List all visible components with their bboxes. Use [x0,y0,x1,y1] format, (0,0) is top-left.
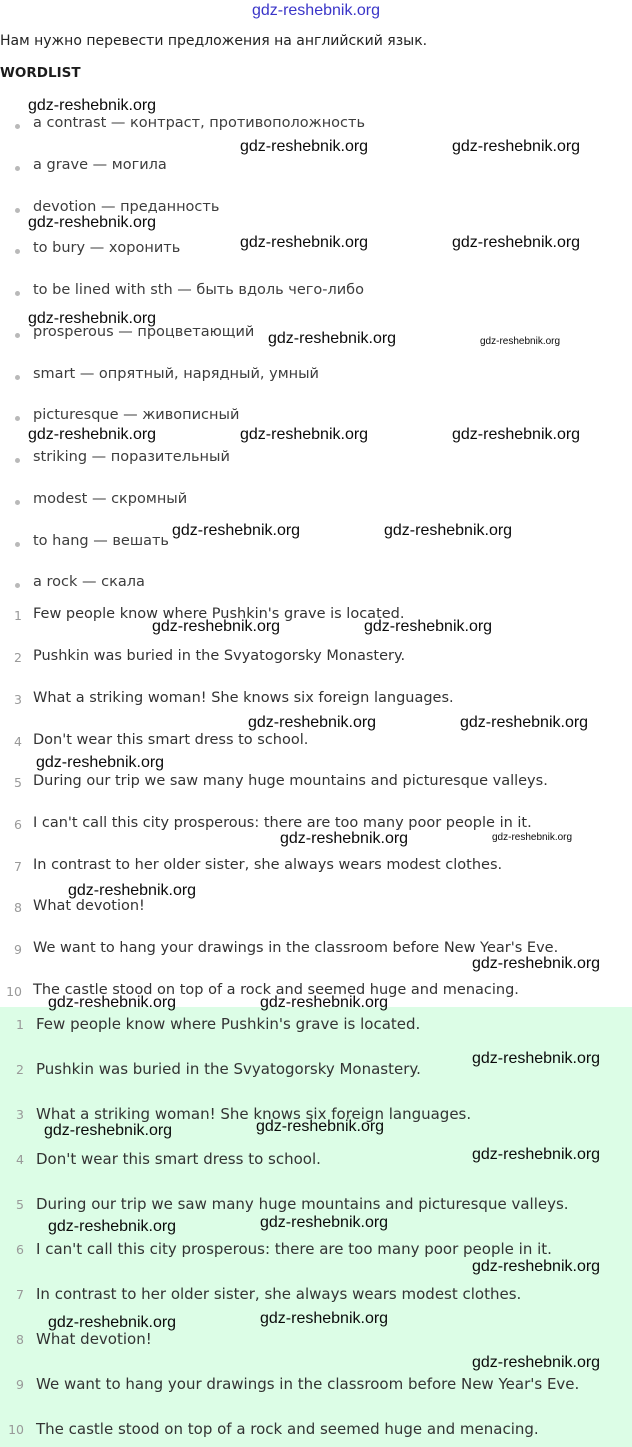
watermark-text: gdz-reshebnik.org [48,994,177,1011]
top-watermark: gdz-reshebnik.org [251,2,381,19]
watermark-text: gdz-reshebnik.org [256,1118,385,1135]
wordlist-item: a rock — скала [33,574,145,590]
watermark-text: gdz-reshebnik.org [260,994,389,1011]
watermark-text: gdz-reshebnik.org [472,1146,601,1163]
watermark-text: gdz-reshebnik.org [364,618,493,635]
sentence-number: 4 [14,734,22,749]
bullet-icon [15,333,20,338]
sentence-number: 3 [14,692,22,707]
watermark-text: gdz-reshebnik.org [152,618,281,635]
sentence-text: What devotion! [33,898,145,914]
watermark-text: gdz-reshebnik.org [48,1218,177,1235]
bullet-icon [15,124,20,129]
wordlist-item: a contrast — контраст, противоположность [33,115,366,131]
sentence-text: Don't wear this smart dress to school. [33,732,309,748]
bullet-icon [15,416,20,421]
watermark-text: gdz-reshebnik.org [68,882,197,899]
wordlist-item: striking — поразительный [33,449,230,465]
watermark-text: gdz-reshebnik.org [172,522,301,539]
watermark-text: gdz-reshebnik.org [472,1050,601,1067]
answer-text: What a striking woman! She knows six foreign languages. [36,1105,472,1123]
sentence-text: What a striking woman! She knows six foreign languages. [33,690,454,706]
watermark-text: gdz-reshebnik.org [472,1258,601,1275]
watermark-text: gdz-reshebnik.org [472,1354,601,1371]
wordlist-heading: WORDLIST [0,65,81,81]
answer-number: 7 [16,1287,24,1302]
answer-number: 1 [16,1017,24,1032]
bullet-icon [15,249,20,254]
answer-text: Don't wear this smart dress to school. [36,1150,321,1168]
answer-text: What devotion! [36,1330,152,1348]
watermark-text: gdz-reshebnik.org [280,830,409,847]
watermark-text: gdz-reshebnik.org [480,336,561,347]
watermark-text: gdz-reshebnik.org [240,426,369,443]
watermark-text: gdz-reshebnik.org [48,1314,177,1331]
answer-text: Pushkin was buried in the Svyatogorsky Monastery. [36,1060,421,1078]
wordlist-item: devotion — преданность [33,199,220,215]
answer-number: 2 [16,1062,24,1077]
watermark-text: gdz-reshebnik.org [240,138,369,155]
watermark-text: gdz-reshebnik.org [44,1122,173,1139]
sentence-number: 2 [14,650,22,665]
watermark-text: gdz-reshebnik.org [248,714,377,731]
watermark-text: gdz-reshebnik.org [492,832,573,843]
wordlist-item: modest — скромный [33,491,188,507]
intro-text: Нам нужно перевести предложения на английский язык. [0,33,428,49]
answer-number: 10 [8,1422,24,1437]
watermark-text: gdz-reshebnik.org [268,330,397,347]
sentence-number: 1 [14,608,22,623]
watermark-text: gdz-reshebnik.org [240,234,369,251]
sentence-text: During our trip we saw many huge mountains and picturesque valleys. [33,773,548,789]
answer-number: 5 [16,1197,24,1212]
answer-number: 4 [16,1152,24,1167]
sentence-text: Few people know where Pushkin's grave is located. [33,606,405,622]
sentence-text: We want to hang your drawings in the classroom before New Year's Eve. [33,940,559,956]
watermark-text: gdz-reshebnik.org [28,97,157,114]
wordlist-item: to bury — хоронить [33,240,181,256]
bullet-icon [15,208,20,213]
answer-number: 6 [16,1242,24,1257]
bullet-icon [15,458,20,463]
sentence-text: The castle stood on top of a rock and seemed huge and menacing. [33,982,519,998]
answer-number: 8 [16,1332,24,1347]
bullet-icon [15,375,20,380]
bullet-icon [15,166,20,171]
wordlist-item: smart — опрятный, нарядный, умный [33,366,319,382]
answer-text: I can't call this city prosperous: there are too many poor people in it. [36,1240,552,1258]
wordlist-item: a grave — могила [33,157,167,173]
answer-number: 9 [16,1377,24,1392]
wordlist-item: prosperous — процветающий [33,324,255,340]
answer-text: During our trip we saw many huge mountains and picturesque valleys. [36,1195,569,1213]
answer-text: In contrast to her older sister, she always wears modest clothes. [36,1285,522,1303]
watermark-text: gdz-reshebnik.org [260,1310,389,1327]
watermark-text: gdz-reshebnik.org [36,754,165,771]
sentence-number: 7 [14,859,22,874]
sentence-number: 10 [6,984,22,999]
sentence-text: I can't call this city prosperous: there are too many poor people in it. [33,815,532,831]
watermark-text: gdz-reshebnik.org [384,522,513,539]
watermark-text: gdz-reshebnik.org [28,310,157,327]
answer-text: Few people know where Pushkin's grave is located. [36,1015,421,1033]
sentence-number: 9 [14,942,22,957]
watermark-text: gdz-reshebnik.org [472,955,601,972]
watermark-text: gdz-reshebnik.org [28,426,157,443]
bullet-icon [15,500,20,505]
answer-number: 3 [16,1107,24,1122]
wordlist-item: to hang — вешать [33,533,169,549]
watermark-text: gdz-reshebnik.org [452,426,581,443]
wordlist-item: to be lined with sth — быть вдоль чего-либо [33,282,364,298]
watermark-text: gdz-reshebnik.org [452,138,581,155]
sentence-text: In contrast to her older sister, she always wears modest clothes. [33,857,503,873]
sentence-number: 6 [14,817,22,832]
sentence-text: Pushkin was buried in the Svyatogorsky Monastery. [33,648,406,664]
bullet-icon [15,542,20,547]
sentence-number: 8 [14,900,22,915]
watermark-text: gdz-reshebnik.org [260,1214,389,1231]
wordlist-item: picturesque — живописный [33,407,240,423]
watermark-text: gdz-reshebnik.org [28,214,157,231]
answer-text: The castle stood on top of a rock and seemed huge and menacing. [36,1420,539,1438]
sentence-number: 5 [14,775,22,790]
bullet-icon [15,583,20,588]
answer-text: We want to hang your drawings in the classroom before New Year's Eve. [36,1375,580,1393]
watermark-text: gdz-reshebnik.org [452,234,581,251]
bullet-icon [15,291,20,296]
watermark-text: gdz-reshebnik.org [460,714,589,731]
